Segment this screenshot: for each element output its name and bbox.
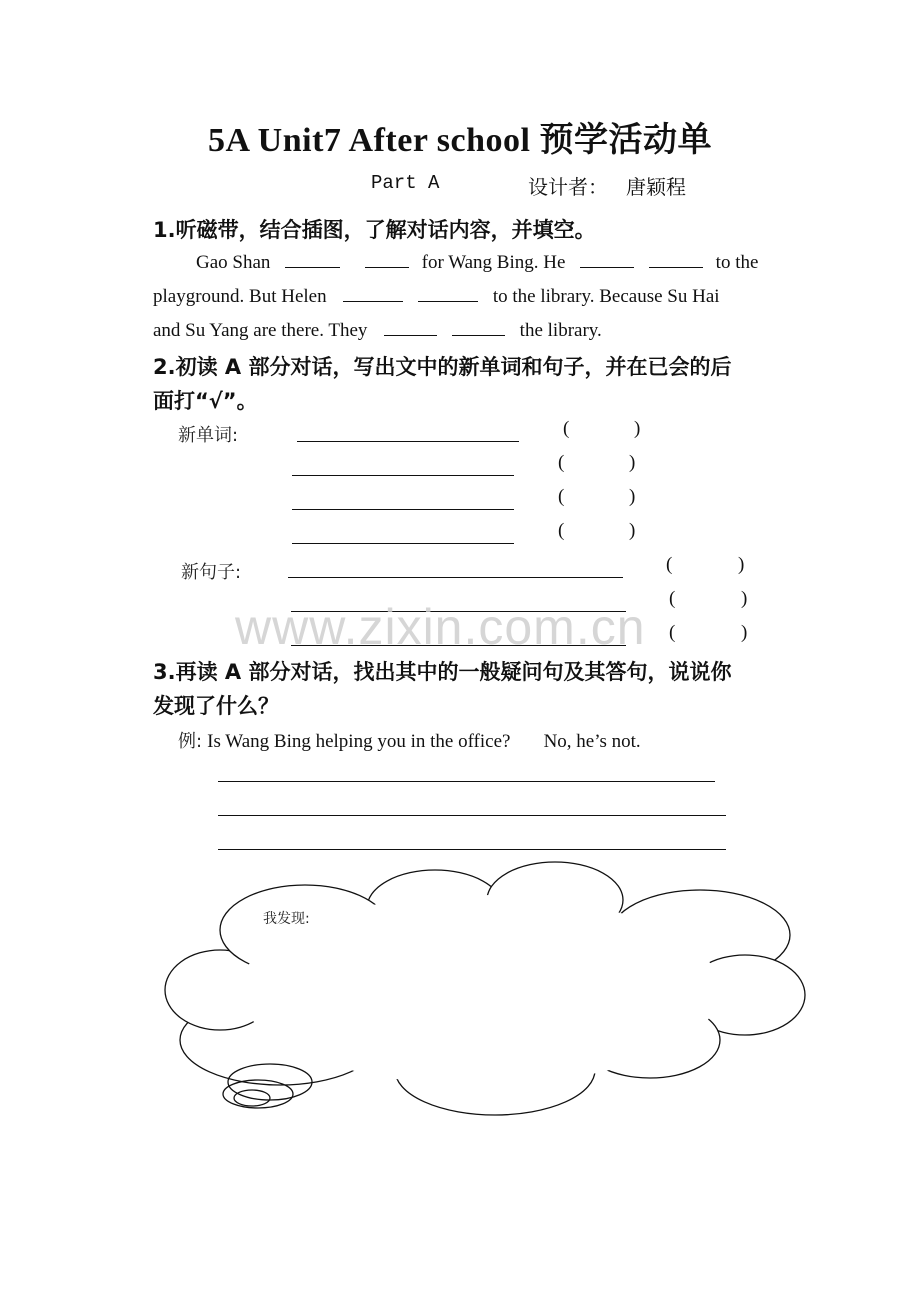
paren-open: ( [666, 554, 673, 575]
q1-text: to the library. Because Su Hai [492, 286, 720, 307]
q2-heading-line-2: 面打“√”。 [153, 389, 258, 413]
paren-close: ) [741, 588, 748, 609]
paren-close: ) [738, 554, 745, 575]
q3-heading-line-1: 3.再读 A 部分对话，找出其中的一般疑问句及其答句，说说你 [153, 660, 732, 684]
cloud-label: 我发现: [263, 911, 310, 927]
q1-heading: 1.听磁带，结合插图，了解对话内容，并填空。 [153, 218, 596, 242]
paren-close: ) [629, 452, 636, 473]
paren-open: ( [669, 622, 676, 643]
example-question: Is Wang Bing helping you in the office? [207, 731, 511, 752]
paren-open: ( [558, 486, 565, 507]
q1-text: Gao Shan [196, 252, 271, 273]
designer-name: 唐颖程 [626, 175, 686, 199]
q1-text: for Wang Bing. He [421, 252, 566, 273]
part-label: Part A [371, 172, 440, 194]
paren-close: ) [634, 418, 641, 439]
q1-text: the library. [519, 320, 602, 341]
designer-label: 设计者： [528, 175, 608, 199]
paren-close: ) [741, 622, 748, 643]
new-words-label: 新单词: [178, 425, 239, 446]
q2-heading-line-1: 2.初读 A 部分对话，写出文中的新单词和句子，并在已会的后 [153, 355, 732, 379]
page-title: 5A Unit7 After school 预学活动单 [208, 122, 712, 159]
paren-open: ( [558, 520, 565, 541]
new-sentences-label: 新句子: [181, 562, 242, 583]
q1-text: and Su Yang are there. They [153, 320, 368, 341]
paren-close: ) [629, 520, 636, 541]
q1-text: to the [715, 252, 759, 273]
paren-open: ( [669, 588, 676, 609]
example-answer: No, he’s not. [543, 731, 641, 752]
watermark: www.zixin.com.cn [235, 599, 646, 655]
q3-heading-line-2: 发现了什么？ [153, 694, 279, 718]
paren-open: ( [563, 418, 570, 439]
example-label: 例: [178, 731, 203, 752]
q1-text: playground. But Helen [153, 286, 327, 307]
paren-close: ) [629, 486, 636, 507]
paren-open: ( [558, 452, 565, 473]
